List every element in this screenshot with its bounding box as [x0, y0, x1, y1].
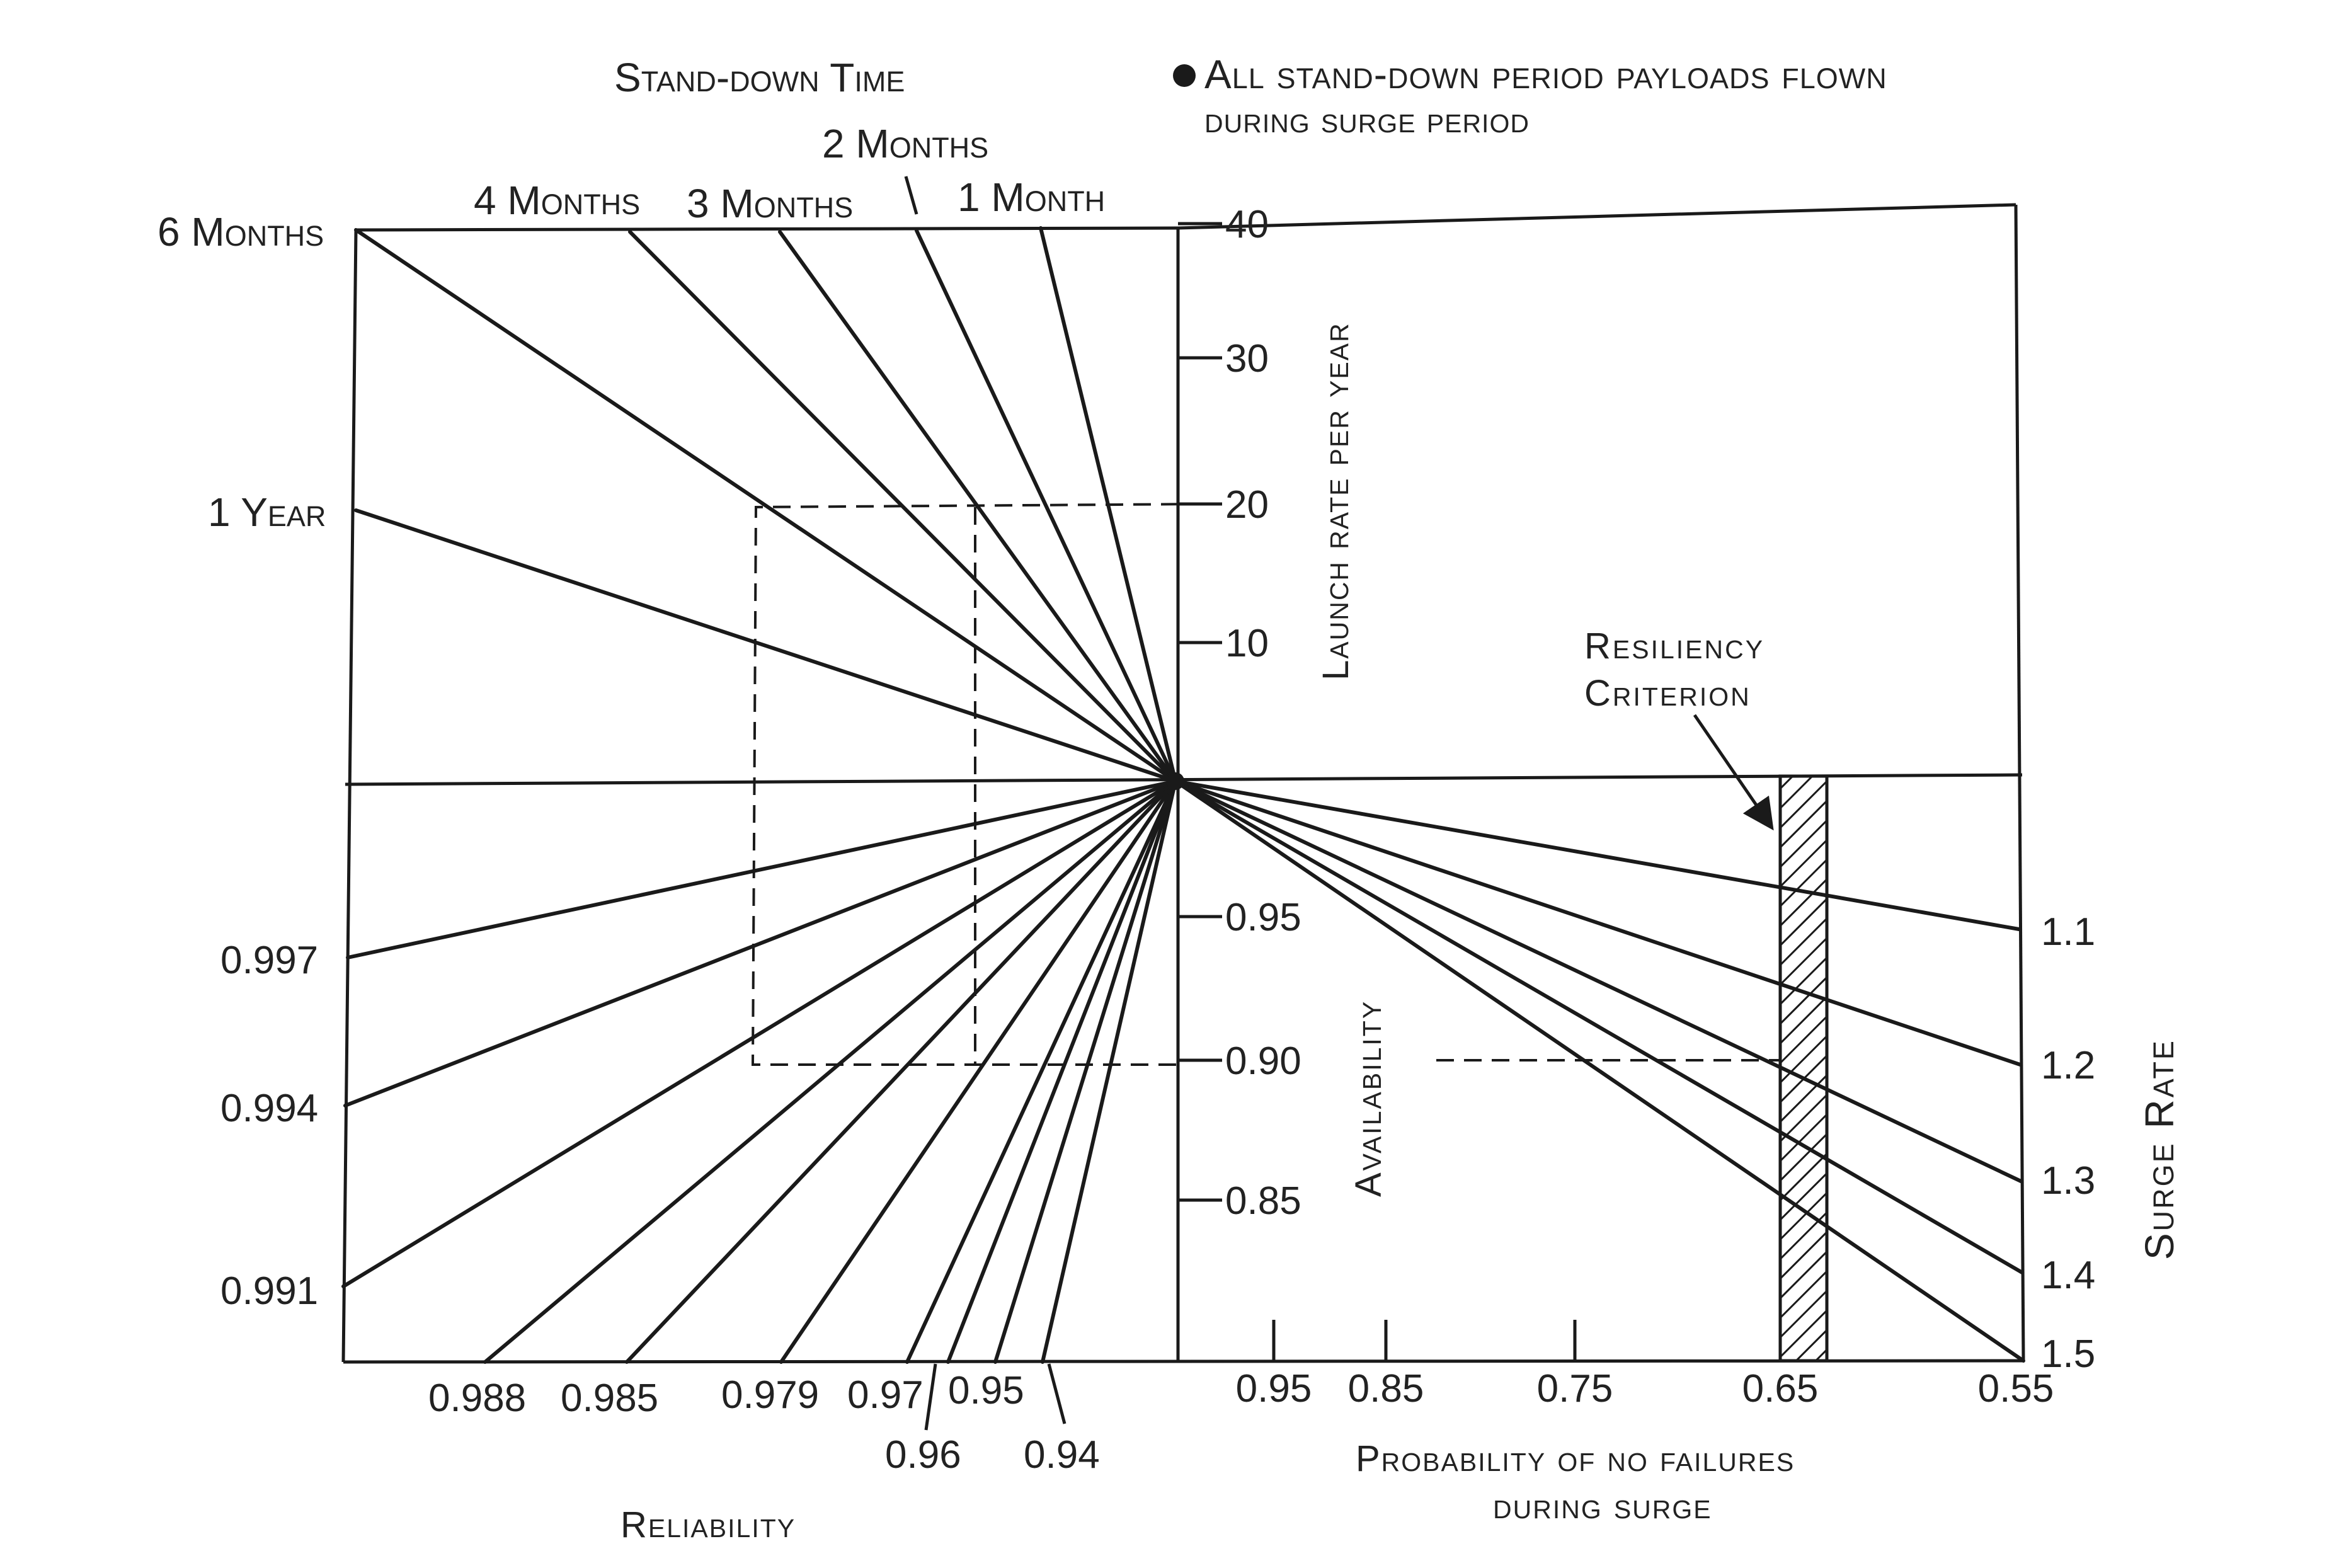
stand-down-label: 3 Months — [687, 181, 854, 226]
launch-rate-tick-label: 20 — [1225, 483, 1269, 527]
stand-down-ray — [356, 510, 1175, 781]
nomogram-rays — [343, 228, 2023, 1362]
reliability-ray — [348, 781, 1175, 958]
reliability-ray — [627, 781, 1175, 1362]
legend-note-line1: All stand-down period payloads flown — [1204, 52, 1887, 97]
launch-rate-label: Launch rate per year — [1315, 322, 1356, 680]
reliability-label: 0.994 — [220, 1087, 319, 1130]
surge-rate-ray — [1175, 781, 2021, 1181]
reliability-label: 0.979 — [721, 1373, 820, 1417]
stand-down-ray — [630, 232, 1175, 781]
probability-tick-label: 0.65 — [1742, 1367, 1819, 1411]
reliability-label: 0.997 — [220, 939, 319, 982]
reliability-label: 0.94 — [1024, 1433, 1100, 1477]
reliability-label: 0.988 — [428, 1376, 527, 1420]
leader-line — [1049, 1364, 1065, 1424]
reliability-label: 0.96 — [885, 1433, 961, 1477]
surge-rate-label: 1.1 — [2041, 910, 2096, 954]
leader-line — [906, 176, 917, 214]
stand-down-label: 4 Months — [474, 178, 641, 223]
stand-down-title: Stand-down Time — [614, 55, 905, 100]
reliability-ray — [343, 781, 1175, 1286]
launch-rate-tick-label: 30 — [1225, 337, 1269, 381]
availability-label: Availability — [1348, 999, 1389, 1197]
surge-rate-ray — [1175, 781, 2023, 1361]
stand-down-label: 6 Months — [157, 209, 324, 255]
probability-tick-label: 0.75 — [1536, 1367, 1613, 1411]
stand-down-label: 2 Months — [822, 121, 989, 166]
probability-tick-label: 0.95 — [1235, 1367, 1312, 1411]
pivot-point — [1167, 772, 1184, 790]
availability-tick-label: 0.85 — [1225, 1179, 1301, 1223]
stand-down-label: 1 Month — [958, 175, 1106, 220]
availability-tick-label: 0.90 — [1225, 1039, 1301, 1083]
leader-line — [926, 1364, 935, 1430]
reliability-ray — [345, 781, 1175, 1106]
reliability-label: 0.985 — [561, 1376, 659, 1420]
reliability-label: 0.95 — [948, 1369, 1024, 1412]
surge-rate-label: 1.4 — [2041, 1254, 2096, 1297]
probability-label-line1: Probability of no failures — [1356, 1438, 1795, 1479]
reliability-ray — [485, 781, 1175, 1362]
legend-bullet-icon — [1173, 64, 1196, 87]
resiliency-label-line1: Resiliency — [1584, 626, 1765, 667]
reliability-label: 0.97 — [847, 1373, 924, 1417]
surge-rate-label: 1.2 — [2041, 1044, 2096, 1087]
reliability-ray — [995, 781, 1175, 1362]
reliability-label: Reliability — [620, 1504, 796, 1545]
surge-rate-label: 1.3 — [2041, 1159, 2096, 1203]
surge-rate-ray — [1175, 781, 2020, 1065]
stand-down-label: 1 Year — [208, 489, 326, 535]
legend-note-line2: during surge period — [1204, 100, 1530, 140]
resiliency-label-line2: Criterion — [1584, 673, 1751, 714]
example-dashed-path — [753, 504, 1780, 1065]
resiliency-arrow — [1695, 715, 1770, 825]
resiliency-band — [1780, 776, 1827, 1361]
probability-label-line2: during surge — [1493, 1485, 1712, 1526]
reliability-label: 0.991 — [220, 1269, 319, 1313]
surge-rate-label: 1.5 — [2041, 1332, 2096, 1376]
surge-rate-label: Surge Rate — [2137, 1039, 2182, 1260]
probability-tick-label: 0.85 — [1347, 1367, 1424, 1411]
probability-tick-label: 0.55 — [1977, 1367, 2054, 1411]
launch-rate-tick-label: 40 — [1225, 203, 1269, 246]
reliability-ray — [781, 781, 1175, 1362]
availability-tick-label: 0.95 — [1225, 896, 1301, 939]
launch-rate-tick-label: 10 — [1225, 622, 1269, 665]
